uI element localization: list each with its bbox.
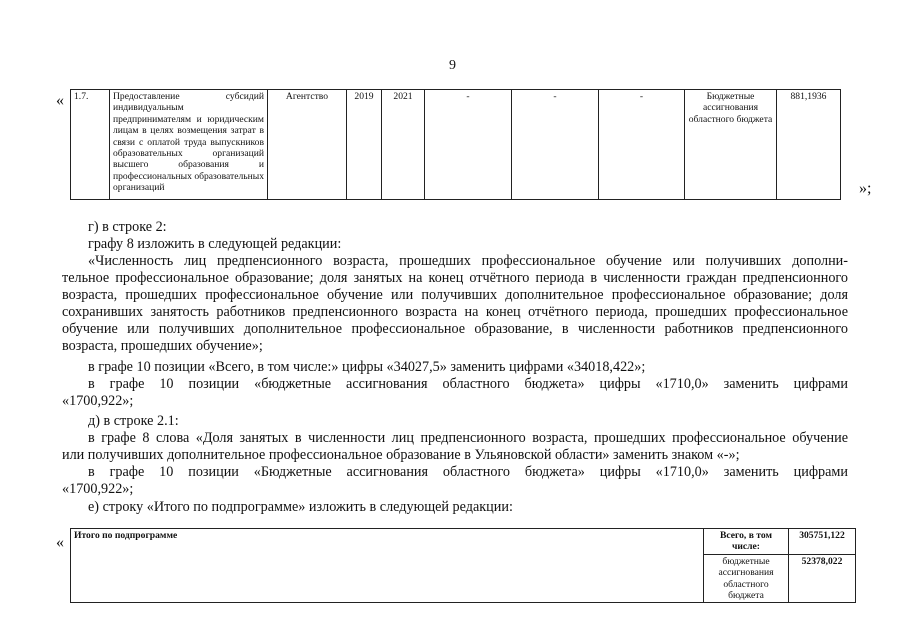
total-value: 305751,122 (789, 529, 856, 555)
row-description: Предоставление субсидий индивидуальным предпринимателям и юридическим лицам в целях возмещения затрат в связи с оплатой труда выпускников образовательных организаций высшего образования и профессиональных образовательных организаций (110, 90, 268, 200)
row-funding-source: Бюджетные ассигнования областного бюджета (685, 90, 777, 200)
subtotal-title: Итого по подпрограмме (71, 529, 704, 603)
page-number: 9 (449, 58, 456, 73)
row-amount: 881,1936 (777, 90, 841, 200)
budget-label: бюджетные ассигнования областного бюджета (704, 554, 789, 603)
para-e-line: е) строку «Итого по подпрограмме» изложить в следующей редакции: (88, 499, 513, 515)
para-d-p1-first: в графе 8 слова «Доля занятых в численности лиц предпенсионного возраста, прошедших профессиональное обучение (88, 430, 848, 446)
budget-value: 52378,022 (789, 554, 856, 603)
para-g-p1: в графе 10 позиции «Всего, в том числе:» цифры «34027,5» заменить цифрами «34018,422»; (88, 359, 646, 375)
para-g-quote-first: «Численность лиц предпенсионного возраста, прошедших профессиональное обучение или получивших дополни- (88, 253, 848, 269)
para-g-p2-first: в графе 10 позиции «бюджетные ассигнования областного бюджета» цифры «1710,0» заменить цифрами (88, 376, 848, 392)
para-d-line: д) в строке 2.1: (88, 413, 179, 429)
para-d-p1-second: или получивших дополнительное профессиональное образование в Ульяновской области» заменить знаком «-»; (62, 447, 740, 463)
close-quote: »; (859, 180, 872, 197)
row-year-end: 2021 (382, 90, 425, 200)
table-row (71, 90, 841, 200)
open-quote-2: « (56, 534, 64, 551)
para-g-quote-rest: тельное профессиональное образование; доля занятых на конец отчётного периода в численности граждан предпенсионного возраста, прошедших профессиональное обучение или получивших дополнительное профессиональное образование; доля сохранивших занятость работников предпенсионного возраста на конец отчётного периода, прошедших профессиональное обучение или получивших дополнительное профессиональное образование, в численности работников предпенсионного возраста, прошедших обучение»; (62, 270, 848, 354)
para-g-graf: графу 8 изложить в следующей редакции: (88, 236, 342, 252)
row-dash-1: - (425, 90, 512, 200)
open-quote: « (56, 92, 64, 109)
table-row (71, 529, 856, 555)
row-number: 1.7. (71, 90, 110, 200)
total-label: Всего, в том числе: (704, 529, 789, 555)
para-d-p2-first: в графе 10 позиции «Бюджетные ассигнования областного бюджета» цифры «1710,0» заменить цифрами (88, 464, 848, 480)
subtotal-table (70, 528, 856, 603)
row-dash-2: - (512, 90, 599, 200)
row-year-start: 2019 (347, 90, 382, 200)
para-g-line: г) в строке 2: (88, 219, 167, 235)
row-executor: Агентство (268, 90, 347, 200)
para-d-p2-second: «1700,922»; (62, 481, 134, 497)
para-g-p2-second: «1700,922»; (62, 393, 134, 409)
subsidy-row-table (70, 89, 841, 200)
row-dash-3: - (599, 90, 685, 200)
